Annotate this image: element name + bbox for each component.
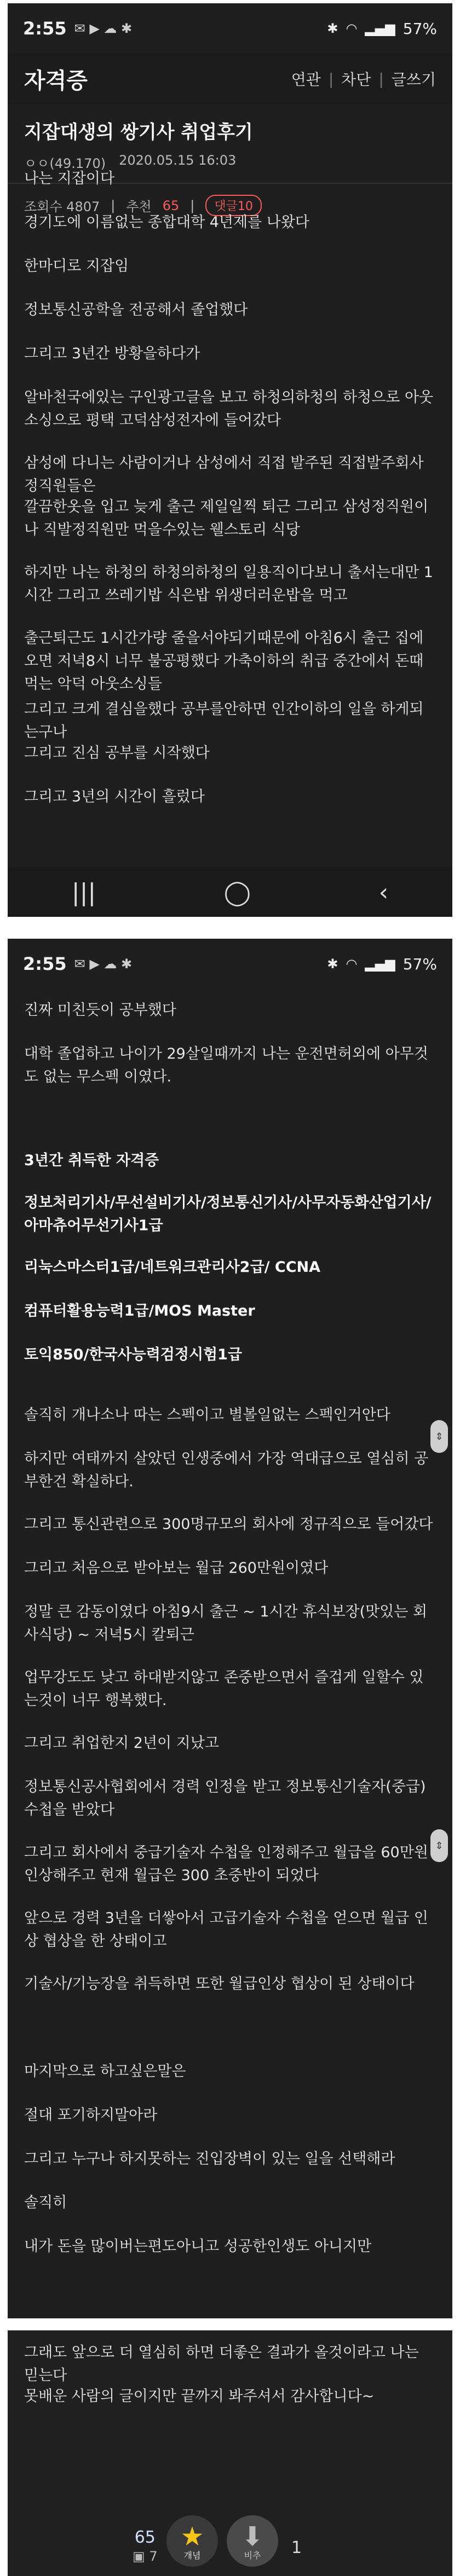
back-icon[interactable]: ‹ [378, 878, 389, 906]
body-paragraph: 출근퇴근도 1시간가량 줄을서야되기때문에 아침6시 출근 집에오면 저녁8시 너무 불공평했다 가축이하의 취급 중간에서 돈때먹는 악덕 아웃소싱들 [24, 630, 424, 693]
recommend-count: 65 [162, 197, 180, 213]
body-paragraph: 한마디로 지잡임 [24, 258, 129, 275]
not-recommend-button-label: 비추 [244, 2550, 261, 2561]
vote-bar [8, 2494, 452, 2576]
gallery-title[interactable]: 자격증 [24, 68, 88, 94]
body-paragraph: 솔직히 개나소나 따는 스펙이고 별볼일없는 스펙인거안다 [24, 1406, 390, 1423]
body-paragraph: 그리고 진심 공부를 시작했다 [24, 745, 210, 761]
body-paragraph: 내가 돈을 많이버는편도아니고 성공한인생도 아니지만 [24, 2238, 372, 2255]
like-count-block [133, 2528, 158, 2566]
notification-icons: ✉ ▶ ☁ ✱ [74, 21, 133, 36]
write-button[interactable]: 글쓰기 [391, 71, 436, 89]
signal-icon: ▂▄▆ [365, 956, 395, 972]
screenshot-3 [8, 2330, 452, 2576]
comments-badge[interactable]: 댓글10 [205, 195, 262, 216]
status-bar [8, 3, 452, 54]
recent-apps-icon[interactable]: ||| [71, 878, 96, 906]
screenshot-2 [8, 939, 452, 2318]
status-bar [8, 939, 452, 989]
battery-level: 57% [403, 19, 437, 38]
signal-icon: ▂▄▆ [365, 21, 395, 36]
status-time: 2:55 [23, 953, 67, 974]
block-button[interactable]: 차단 [341, 71, 371, 89]
body-paragraph: 앞으로 경력 3년을 더쌓아서 고급기술자 수첩을 얻으면 월급 인상 협상을 한 상태이고 [24, 1910, 428, 1950]
bluetooth-icon: ✱ [327, 21, 338, 36]
scroll-handle[interactable]: ⇕ [430, 1420, 448, 1453]
body-paragraph: 하지만 여태까지 살았던 인생중에서 가장 역대급으로 열심히 공부한건 확실하다. [24, 1450, 429, 1490]
body-paragraph-bold: 토익850/한국사능력검정시험1급 [24, 1346, 242, 1363]
body-paragraph: 진짜 미친듯이 공부했다 [24, 1002, 176, 1019]
bluetooth-icon: ✱ [327, 956, 338, 972]
recommend-button-label: 개념 [183, 2550, 201, 2561]
body-paragraph: 대학 졸업하고 나이가 29살일때까지 나는 운전면허외에 아무것도 없는 무스펙 이였다. [24, 1045, 428, 1085]
gallery-icon: ▣ [133, 2549, 145, 2564]
post-title: 지잡대생의 쌍기사 취업후기 [24, 121, 253, 143]
home-icon[interactable]: ◯ [223, 878, 251, 906]
body-paragraph: 정보통신공사협회에서 경력 인정을 받고 정보통신기술자(중급) 수첩을 받았다 [24, 1778, 426, 1818]
body-paragraph: 그리고 회사에서 중급기술자 수첩을 인정해주고 월급을 60만원 인상해주고 현재 월급은 300 초중반이 되었다 [24, 1844, 428, 1884]
screenshot-1 [8, 3, 452, 917]
body-paragraph: 삼성에 다니는 사람이거나 삼성에서 직접 발주된 직접발주회사 정직원들은 [24, 455, 424, 495]
header-actions: 연관 | 차단 | 글쓰기 [291, 68, 436, 90]
body-paragraph: 그리고 크게 결심을했다 공부를안하면 인간이하의 일을 하게되는구나 [24, 701, 424, 741]
body-paragraph: 그리고 3년의 시간이 흘렀다 [24, 788, 205, 805]
body-paragraph: 그래도 앞으로 더 열심히 하면 더좋은 결과가 올것이라고 나는 믿는다 [24, 2344, 419, 2384]
body-paragraph: 알바천국에있는 구인광고글을 보고 하청의하청의 하청으로 아웃소싱으로 평택 고덕삼성전자에 들어갔다 [24, 389, 434, 429]
body-paragraph: 하지만 나는 하청의 하청의하청의 일용직이다보니 출서는대만 1시간 그리고 쓰레기밥 식은밥 위생더러운밥을 먹고 [24, 564, 433, 604]
post-stats: 조회수 4807 | 추천 65 | 댓글10 [8, 184, 452, 216]
body-paragraph: 그리고 누구나 하지못하는 진입장벽이 있는 일을 선택해라 [24, 2150, 395, 2167]
recommend-button[interactable] [166, 2515, 218, 2567]
android-nav-bar [8, 868, 452, 917]
body-paragraph: 정말 큰 감동이였다 아침9시 출근 ~ 1시간 휴식보장(맛있는 회사식당) ~ 저녁5시 칼퇴근 [24, 1603, 428, 1643]
view-count: 조회수 4807 [24, 199, 100, 214]
status-time: 2:55 [23, 18, 67, 39]
body-paragraph-bold: 3년간 취득한 자격증 [24, 1152, 159, 1169]
star-icon: ★ [180, 2521, 204, 2552]
post-date: 2020.05.15 16:03 [119, 153, 237, 168]
body-paragraph: 기술사/기능장을 취득하면 또한 월급인상 협상이 된 상태이다 [24, 1975, 415, 1992]
related-button[interactable]: 연관 [291, 71, 321, 89]
body-paragraph: 정보통신공학을 전공해서 졸업했다 [24, 301, 248, 318]
body-paragraph: 업무강도도 낮고 하대받지않고 존중받으면서 즐겁게 일할수 있는것이 너무 행복했다. [24, 1669, 424, 1709]
post-author[interactable]: ㅇㅇ(49.170) [24, 156, 106, 171]
body-paragraph: 나는 지잡이다 [24, 170, 115, 187]
battery-level: 57% [403, 955, 437, 973]
scroll-handle[interactable]: ⇕ [430, 1829, 448, 1862]
body-paragraph: 경기도에 이름없는 종합대학 4년제를 나왔다 [24, 214, 309, 231]
like-count: 65 [134, 2528, 156, 2547]
body-paragraph: 그리고 처음으로 받아보는 월급 260만원이였다 [24, 1560, 329, 1577]
body-paragraph: 못배운 사람의 글이지만 끝까지 봐주셔서 감사합니다~ [24, 2388, 375, 2405]
arrow-down-icon: ⬇ [241, 2521, 264, 2552]
wifi-icon: ◠ [346, 21, 358, 36]
like-sub-count: 7 [149, 2549, 158, 2564]
dislike-count: 1 [291, 2538, 302, 2557]
body-paragraph: 마지막으로 하고싶은말은 [24, 2063, 186, 2080]
wifi-icon: ◠ [346, 956, 358, 972]
body-paragraph: 그리고 취업한지 2년이 지났고 [24, 1735, 219, 1752]
body-paragraph: 절대 포기하지말아라 [24, 2107, 158, 2124]
body-paragraph: 그리고 통신관련으로 300명규모의 회사에 정규직으로 들어갔다 [24, 1516, 433, 1533]
body-paragraph-bold: 정보처리기사/무선설비기사/정보통신기사/사무자동화산업기사/아마츄어무선기사1급 [24, 1194, 432, 1234]
not-recommend-button[interactable] [227, 2515, 278, 2567]
body-paragraph: 그리고 3년간 방황을하다가 [24, 345, 200, 362]
body-paragraph-bold: 컴퓨터활용능력1급/MOS Master [24, 1302, 255, 1319]
body-paragraph-bold: 리눅스마스터1급/네트워크관리사2급/ CCNA [24, 1259, 321, 1276]
body-paragraph: 솔직히 [24, 2194, 67, 2211]
app-header [8, 54, 452, 104]
recommend-label: 추천 [126, 199, 152, 214]
notification-icons: ✉ ▶ ☁ ✱ [74, 956, 133, 972]
body-paragraph: 깔끔한옷을 입고 늦게 출근 제일일찍 퇴근 그리고 삼성정직원이나 직발정직원만 먹을수있는 웰스토리 식당 [24, 498, 429, 538]
